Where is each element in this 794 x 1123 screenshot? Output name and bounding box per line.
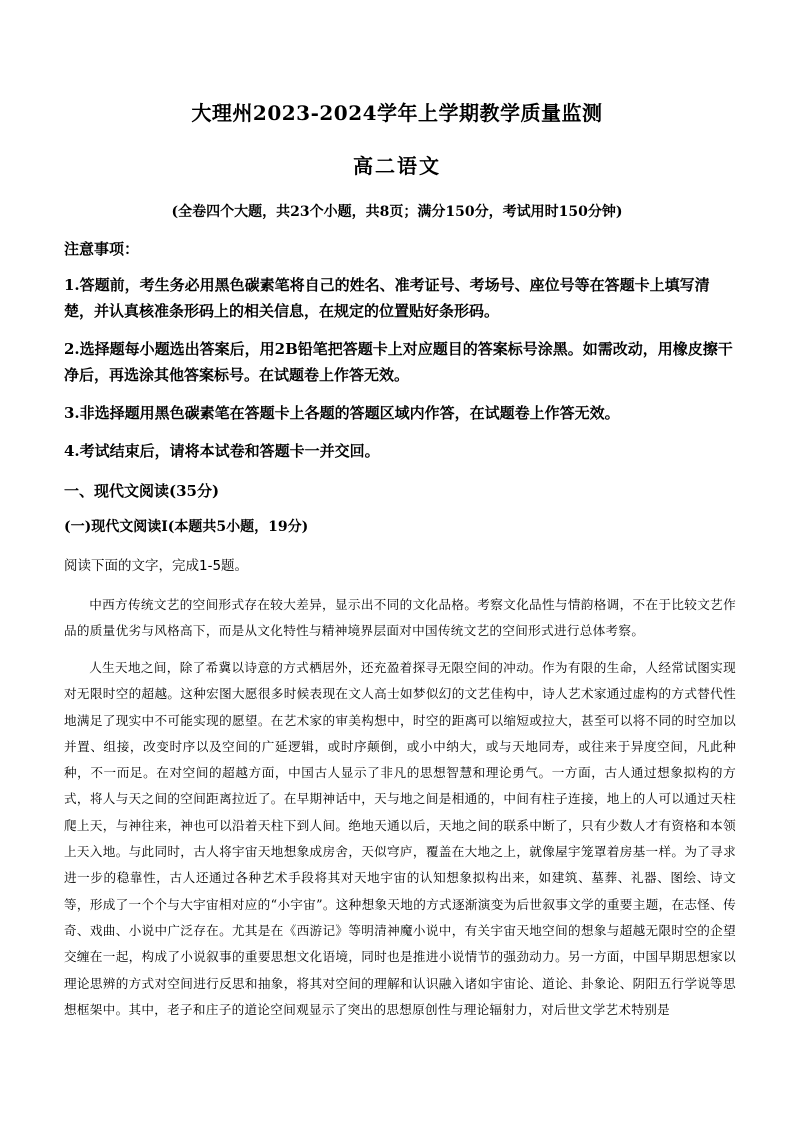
exam-subject: 高二语文	[353, 154, 441, 178]
reading-instruction: 阅读下面的文字，完成1-5题。	[64, 558, 249, 574]
notice-item: 2.选择题每小题选出答案后，用2B铅笔把答题卡上对应题目的答案标号涂黑。如需改动，用橡皮擦干净后，再选涂其他答案标号。在试题卷上作答无效。	[64, 340, 733, 384]
passage-paragraph: 中西方传统文艺的空间形式存在较大差异，显示出不同的文化品格。考察文化品性与情韵格调，不在于比较文艺作品的质量优劣与风格高下，而是从文化特性与精神境界层面对中国传统文艺的空间形式进行总体考察。	[64, 597, 736, 639]
notice-item: 3.非选择题用黑色碳素笔在答题卡上各题的答题区域内作答，在试题卷上作答无效。	[64, 404, 620, 422]
passage-paragraph: 人生天地之间，除了希冀以诗意的方式栖居外，还充盈着探寻无限空间的冲动。作为有限的生命，人经常试图实现对无限时空的超越。这种宏图大愿很多时候表现在文人高士如梦似幻的文艺佳构中，诗人艺术家通过虚构的方式替代性地满足了现实中不可能实现的愿望。在艺术家的审美构想中，时空的距离可以缩短或拉大，甚至可以将不同的时空加以并置、组接，改变时序以及空间的广延逻辑，或时序颠倒，或小中纳大，或与天地同寿，或往来于异度空间，凡此种种，不一而足。在对空间的超越方面，中国古人显示了非凡的思想智慧和理论勇气。一方面，古人通过想象拟构的方式，将人与天之间的空间距离拉近了。在早期神话中，天与地之间是相通的，中间有柱子连接，地上的人可以通过天柱爬上天，与神往来，神也可以沿着天柱下到人间。绝地天通以后，天地之间的联系中断了，只有少数人才有资格和本领上天入地。与此同时，古人将宇宙天地想象成房舍，天似穹庐，覆盖在大地之上，就像屋宇笼罩着房基一样。为了寻求进一步的稳靠性，古人还通过各种艺术手段将其对天地宇宙的认知想象拟构出来，如建筑、墓葬、礼器、图绘、诗文等，形成了一个个与大宇宙相对应的“小宇宙”。这种想象天地的方式逐渐演变为后世叙事文学的重要主题，在志怪、传奇、戏曲、小说中广泛存在。尤其是在《西游记》等明清神魔小说中，有关宇宙天地空间的想象与超越无限时空的企望交缠在一起，构成了小说叙事的重要思想文化语境，同时也是推进小说情节的强劲动力。另一方面，中国早期思想家以理论思辨的方式对空间进行反思和抽象，将其对空间的理解和认识融入诸如宇宙论、道论、卦象论、阴阳五行学说等思想框架中。其中，老子和庄子的道论空间观显示了突出的思想原创性与理论辐射力，对后世文学艺术特别是	[64, 660, 736, 1017]
exam-info: (全卷四个大题，共23个小题，共8页；满分150分，考试用时150分钟)	[171, 204, 623, 220]
section-subheading: (一)现代文阅读Ⅰ(本题共5小题，19分)	[64, 519, 309, 535]
exam-title: 大理州2023-2024学年上学期教学质量监测	[191, 101, 603, 125]
notice-heading: 注意事项：	[64, 240, 140, 258]
notice-item: 4.考试结束后，请将本试卷和答题卡一并交回。	[64, 442, 380, 460]
notice-item: 1.答题前，考生务必用黑色碳素笔将自己的姓名、准考证号、考场号、座位号等在答题卡上填写清楚，并认真核准条形码上的相关信息，在规定的位置贴好条形码。	[64, 276, 710, 320]
section-heading: 一、现代文阅读(35分)	[64, 482, 220, 500]
